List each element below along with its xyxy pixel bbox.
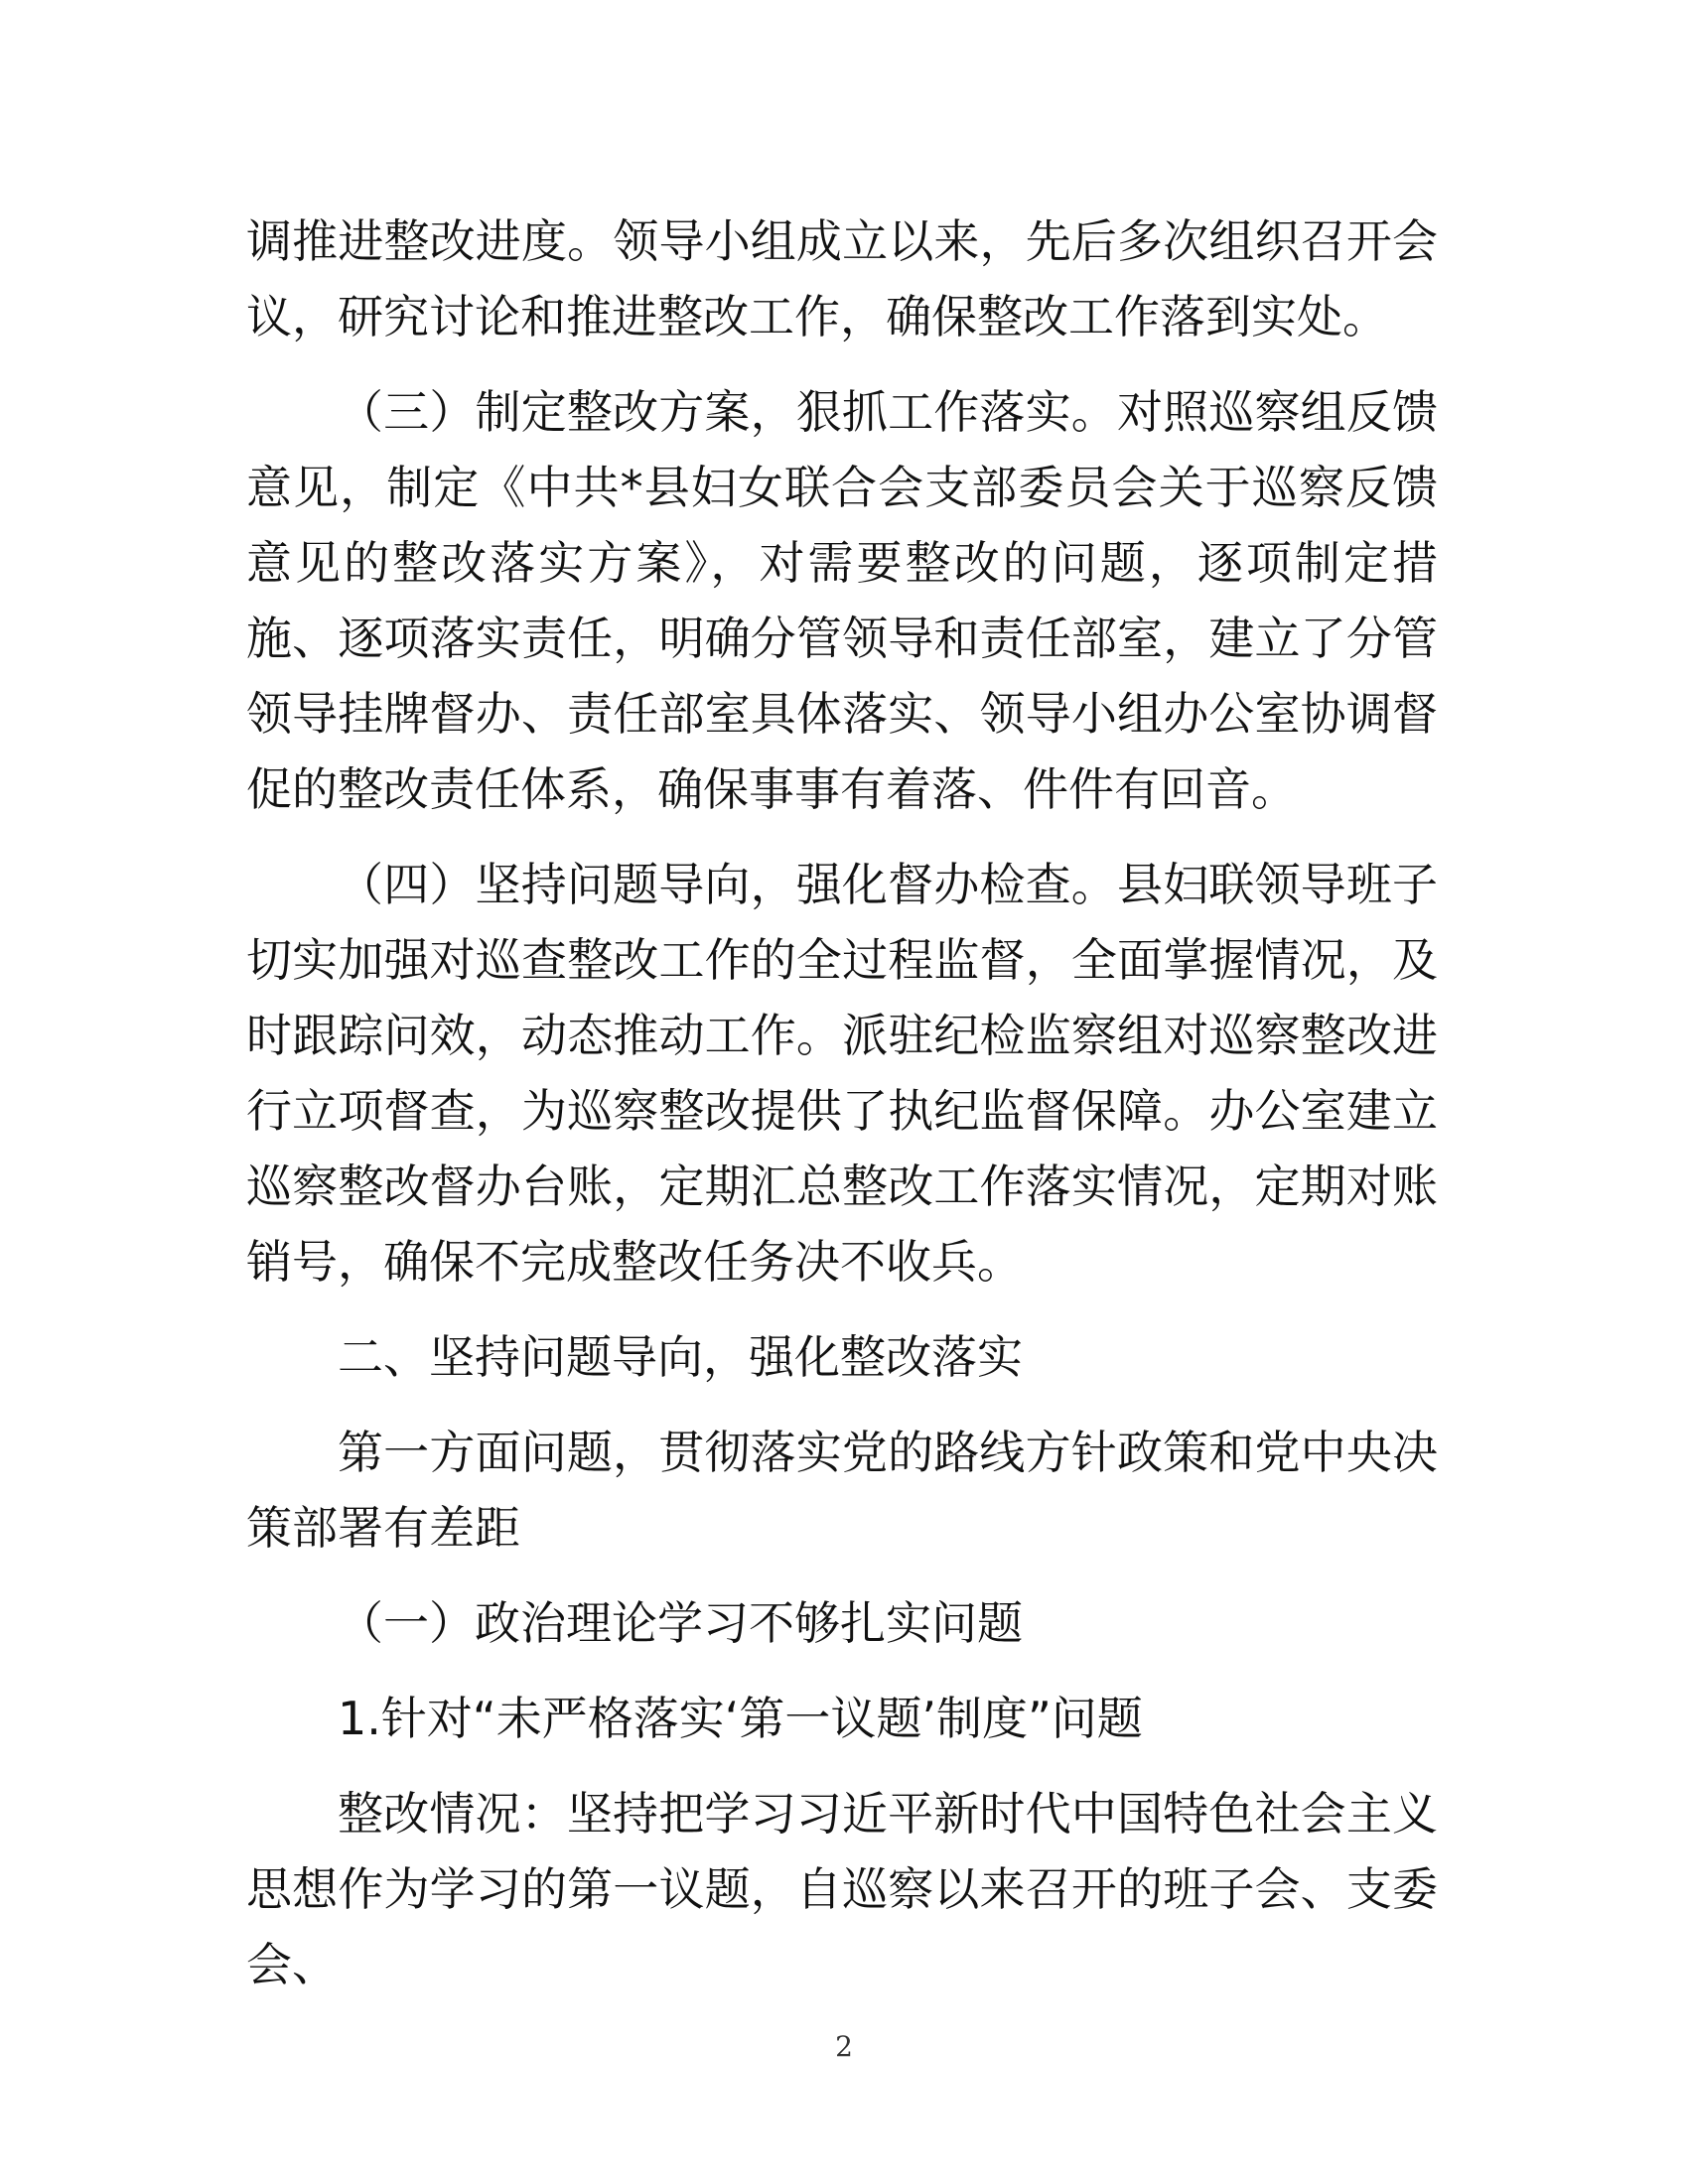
- document-body: [246, 204, 1438, 2002]
- paragraph-section-3: （三）制定整改方案，狠抓工作落实。对照巡察组反馈意见，制定《中共*县妇女联合会支部委员会关于巡察反馈意见的整改落实方案》，对需要整改的问题，逐项制定措施、逐项落实责任，明确分管领导和责任部室，建立了分管领导挂牌督办、责任部室具体落实、领导小组办公室协调督促的整改责任体系，确保事事有着落、件件有回音。: [246, 385, 1438, 816]
- heading-problem-aspect-1: 第一方面问题，贯彻落实党的路线方针政策和党中央决策部署有差距: [246, 1426, 1438, 1555]
- heading-part-2: 二、坚持问题导向，强化整改落实: [338, 1330, 1023, 1384]
- paragraph-1: 调推进整改进度。领导小组成立以来，先后多次组织召开会议，研究讨论和推进整改工作，确保整改工作落到实处。: [246, 214, 1438, 343]
- paragraph-section-4: （四）坚持问题导向，强化督办检查。县妇联领导班子切实加强对巡查整改工作的全过程监督，全面掌握情况，及时跟踪问效，动态推动工作。派驻纪检监察组对巡察整改进行立项督查，为巡察整改提供了执纪监督保障。办公室建立巡察整改督办台账，定期汇总整改工作落实情况，定期对账销号，确保不完成整改任务决不收兵。: [246, 858, 1438, 1289]
- paragraph-rectification-status: 整改情况：坚持把学习习近平新时代中国特色社会主义思想作为学习的第一议题，自巡察以来召开的班子会、支委会、: [246, 1787, 1438, 1991]
- heading-subsection-1: （一）政治理论学习不够扎实问题: [338, 1596, 1023, 1650]
- heading-item-1: 1.针对“未严格落实‘第一议题’制度”问题: [338, 1692, 1143, 1745]
- page-number: 2: [835, 2030, 853, 2063]
